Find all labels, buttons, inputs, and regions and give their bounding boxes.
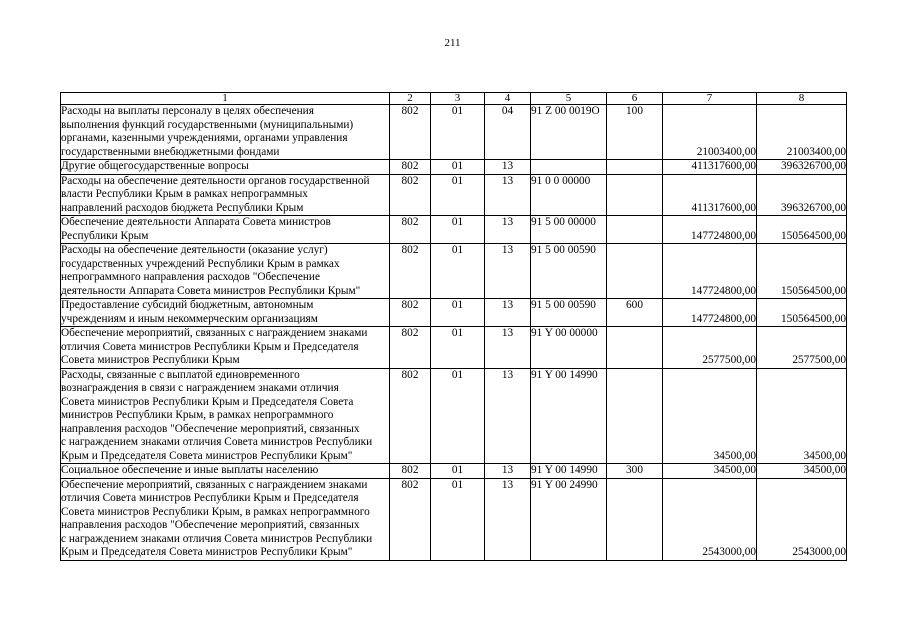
cell-col-5: 91 Y 00 14990 <box>531 464 607 479</box>
table-row <box>61 174 847 216</box>
header-cell-4: 4 <box>485 93 531 105</box>
cell-col-4: 13 <box>485 478 531 560</box>
cell-col-8: 2543000,00 <box>757 478 847 560</box>
cell-col-8: 396326700,00 <box>757 160 847 175</box>
cell-col-5: 91 Y 00 00000 <box>531 327 607 369</box>
cell-col-4: 13 <box>485 160 531 175</box>
cell-col-4: 13 <box>485 174 531 216</box>
cell-col-5: 91 Z 00 0019O <box>531 105 607 160</box>
cell-col-7: 147724800,00 <box>663 244 757 299</box>
cell-col-2: 802 <box>390 327 431 369</box>
cell-col-7: 147724800,00 <box>663 299 757 327</box>
description-line: Республики Крым <box>61 229 149 242</box>
description-line: Обеспечение деятельности Аппарата Совета министров <box>61 216 331 228</box>
description-line: Совета министров Республики Крым и Председателя Совета <box>61 395 354 408</box>
description-line: Обеспечение мероприятий, связанных с награждением знаками <box>61 327 368 339</box>
description-line: деятельности Аппарата Совета министров Республики Крым" <box>61 284 361 297</box>
description-line: Крым и Председателя Совета министров Республики Крым" <box>61 449 353 462</box>
description-line: Совета министров Республики Крым <box>61 354 240 366</box>
cell-col-4: 13 <box>485 368 531 464</box>
cell-col-7: 411317600,00 <box>663 160 757 175</box>
description-cell <box>61 299 390 327</box>
cell-col-6 <box>607 478 663 560</box>
cell-col-3: 01 <box>431 160 485 175</box>
table-header-row <box>61 93 847 105</box>
description-line: Расходы, связанные с выплатой единовременного <box>61 368 300 381</box>
cell-col-4: 13 <box>485 244 531 299</box>
description-line: направления расходов "Обеспечение мероприятий, связанных <box>61 519 360 531</box>
description-line: государственных учреждений Республики Крым в рамках <box>61 257 340 270</box>
cell-col-5: 91 5 00 00590 <box>531 244 607 299</box>
header-cell-3: 3 <box>431 93 485 105</box>
cell-col-3: 01 <box>431 299 485 327</box>
table-row <box>61 216 847 244</box>
header-cell-7: 7 <box>663 93 757 105</box>
cell-col-5: 91 0 0 00000 <box>531 174 607 216</box>
cell-col-3: 01 <box>431 368 485 464</box>
cell-col-3: 01 <box>431 216 485 244</box>
table-row <box>61 327 847 369</box>
description-line: с награждением знаками отличия Совета министров Республики <box>61 436 373 448</box>
description-line: министров Республики Крым, в рамках непрограммного <box>61 409 334 421</box>
description-cell <box>61 464 390 479</box>
cell-col-8: 34500,00 <box>757 368 847 464</box>
cell-col-7: 411317600,00 <box>663 174 757 216</box>
description-line: Обеспечение мероприятий, связанных с награждением знаками <box>61 478 368 491</box>
description-cell <box>61 174 390 216</box>
description-line: государственными внебюджетными фондами <box>61 145 280 158</box>
cell-col-6 <box>607 368 663 464</box>
description-line: органами, казенными учреждениями, органами управления <box>61 132 348 144</box>
cell-col-4: 13 <box>485 464 531 479</box>
table-row <box>61 368 847 464</box>
cell-col-6: 600 <box>607 299 663 327</box>
description-line: выполнения функций государственными (муниципальными) <box>61 118 354 131</box>
cell-col-5 <box>531 160 607 175</box>
description-line: с награждением знаками отличия Совета министров Республики <box>61 532 373 545</box>
cell-col-6 <box>607 327 663 369</box>
cell-col-2: 802 <box>390 174 431 216</box>
cell-col-2: 802 <box>390 105 431 160</box>
description-line: Предоставление субсидий бюджетным, автономным <box>61 299 314 311</box>
cell-col-3: 01 <box>431 464 485 479</box>
cell-col-7: 21003400,00 <box>663 105 757 160</box>
cell-col-3: 01 <box>431 105 485 160</box>
cell-col-6 <box>607 160 663 175</box>
header-cell-1: 1 <box>61 93 390 105</box>
cell-col-4: 13 <box>485 327 531 369</box>
description-line: Крым и Председателя Совета министров Республики Крым" <box>61 546 353 558</box>
header-cell-2: 2 <box>390 93 431 105</box>
cell-col-7: 34500,00 <box>663 368 757 464</box>
description-line: власти Республики Крым в рамках непрограммных <box>61 188 308 200</box>
cell-col-2: 802 <box>390 464 431 479</box>
description-line: непрограммного направления расходов "Обеспечение <box>61 271 320 283</box>
description-line: направления расходов "Обеспечение мероприятий, связанных <box>61 422 360 435</box>
description-cell <box>61 327 390 369</box>
description-line: Другие общегосударственные вопросы <box>61 160 249 172</box>
cell-col-8: 2577500,00 <box>757 327 847 369</box>
budget-table <box>60 92 847 561</box>
cell-col-6 <box>607 216 663 244</box>
cell-col-3: 01 <box>431 244 485 299</box>
cell-col-2: 802 <box>390 216 431 244</box>
description-line: Социальное обеспечение и иные выплаты населению <box>61 464 319 476</box>
description-cell <box>61 244 390 299</box>
description-cell <box>61 368 390 464</box>
table-row <box>61 244 847 299</box>
table-row <box>61 478 847 560</box>
header-cell-5: 5 <box>531 93 607 105</box>
cell-col-3: 01 <box>431 174 485 216</box>
cell-col-4: 13 <box>485 216 531 244</box>
cell-col-4: 13 <box>485 299 531 327</box>
cell-col-2: 802 <box>390 299 431 327</box>
cell-col-6 <box>607 244 663 299</box>
description-line: Расходы на обеспечение деятельности органов государственной <box>61 174 370 187</box>
cell-col-8: 34500,00 <box>757 464 847 479</box>
cell-col-7: 2543000,00 <box>663 478 757 560</box>
table-row <box>61 464 847 479</box>
description-line: вознаграждения в связи с награждением знаками отличия <box>61 382 339 394</box>
cell-col-7: 2577500,00 <box>663 327 757 369</box>
cell-col-5: 91 5 00 00000 <box>531 216 607 244</box>
cell-col-2: 802 <box>390 160 431 175</box>
cell-col-6: 100 <box>607 105 663 160</box>
header-cell-8: 8 <box>757 93 847 105</box>
description-line: учреждениям и иным некоммерческим организациям <box>61 312 318 325</box>
description-line: отличия Совета министров Республики Крым и Председателя <box>61 340 359 353</box>
header-cell-6: 6 <box>607 93 663 105</box>
table-row <box>61 299 847 327</box>
description-line: отличия Совета министров Республики Крым и Председателя <box>61 492 359 504</box>
description-cell <box>61 160 390 175</box>
description-cell <box>61 105 390 160</box>
cell-col-6: 300 <box>607 464 663 479</box>
cell-col-4: 04 <box>485 105 531 160</box>
cell-col-8: 21003400,00 <box>757 105 847 160</box>
cell-col-2: 802 <box>390 478 431 560</box>
description-line: Расходы на обеспечение деятельности (оказание услуг) <box>61 244 328 256</box>
cell-col-8: 396326700,00 <box>757 174 847 216</box>
description-cell <box>61 478 390 560</box>
cell-col-8: 150564500,00 <box>757 244 847 299</box>
table-row <box>61 105 847 160</box>
cell-col-7: 147724800,00 <box>663 216 757 244</box>
description-line: Совета министров Республики Крым, в рамках непрограммного <box>61 505 370 518</box>
cell-col-7: 34500,00 <box>663 464 757 479</box>
cell-col-3: 01 <box>431 327 485 369</box>
cell-col-2: 802 <box>390 368 431 464</box>
description-line: направлений расходов бюджета Республики Крым <box>61 201 304 214</box>
cell-col-3: 01 <box>431 478 485 560</box>
cell-col-5: 91 5 00 00590 <box>531 299 607 327</box>
cell-col-6 <box>607 174 663 216</box>
table-row <box>61 160 847 175</box>
cell-col-2: 802 <box>390 244 431 299</box>
cell-col-8: 150564500,00 <box>757 216 847 244</box>
page-number: 211 <box>444 37 461 49</box>
cell-col-5: 91 Y 00 24990 <box>531 478 607 560</box>
cell-col-5: 91 Y 00 14990 <box>531 368 607 464</box>
description-line: Расходы на выплаты персоналу в целях обеспечения <box>61 105 314 117</box>
description-cell <box>61 216 390 244</box>
cell-col-8: 150564500,00 <box>757 299 847 327</box>
